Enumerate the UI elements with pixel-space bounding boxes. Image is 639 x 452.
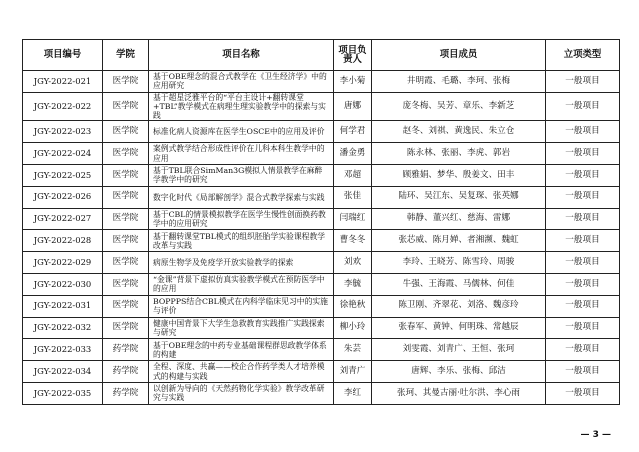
- cell-leader: 何学君: [334, 121, 372, 143]
- table-row: [23, 361, 620, 383]
- cell-college: 医学院: [103, 252, 149, 274]
- table-row: [23, 143, 620, 165]
- cell-members: 赵冬、刘祺、黄逸民、朱立仓: [372, 121, 546, 143]
- cell-leader: 柳小玲: [334, 317, 372, 339]
- table-row: [23, 92, 620, 121]
- cell-type: 一般项目: [546, 71, 620, 93]
- table-row: [23, 71, 620, 93]
- header-leader: 项目负责人: [334, 40, 372, 71]
- cell-college: 医学院: [103, 186, 149, 208]
- cell-college: 医学院: [103, 92, 149, 121]
- cell-college: 医学院: [103, 295, 149, 317]
- cell-name: 基于超星泛雅平台的“平台主设计+翻转课堂+TBL”教学模式在病理生理实验教学中的探索与实践: [149, 92, 334, 121]
- table-header-row: [23, 40, 620, 71]
- cell-code: JGY-2022-031: [23, 295, 103, 317]
- cell-type: 一般项目: [546, 165, 620, 187]
- table-row: [23, 295, 620, 317]
- cell-name: 病原生物学及免疫学开放实验教学的探索: [149, 252, 334, 274]
- cell-name: 基于OBE理念的混合式教学在《卫生经济学》中的应用研究: [149, 71, 334, 93]
- table-row: [23, 317, 620, 339]
- table-row: [23, 121, 620, 143]
- cell-name: 基于OBE理念的中药专业基础课程群思政教学体系的构建: [149, 339, 334, 361]
- cell-leader: 邓超: [334, 165, 372, 187]
- cell-code: JGY-2022-032: [23, 317, 103, 339]
- cell-code: JGY-2022-035: [23, 382, 103, 404]
- cell-type: 一般项目: [546, 92, 620, 121]
- cell-college: 医学院: [103, 121, 149, 143]
- cell-leader: 曹冬冬: [334, 230, 372, 252]
- cell-leader: 闫瑞红: [334, 208, 372, 230]
- cell-members: 唐辉、李乐、张梅、邱洁: [372, 361, 546, 383]
- cell-college: 医学院: [103, 230, 149, 252]
- cell-type: 一般项目: [546, 339, 620, 361]
- cell-code: JGY-2022-024: [23, 143, 103, 165]
- cell-members: 张芯威、陈月婵、者湘濒、魏虹: [372, 230, 546, 252]
- cell-name: 基于翻转课堂TBL模式的组织胚胎学实验课程教学改革与实践: [149, 230, 334, 252]
- cell-name: “金课”背景下虚拟仿真实验教学模式在预防医学中的应用: [149, 273, 334, 295]
- document-page: [22, 39, 619, 405]
- cell-leader: 李小菊: [334, 71, 372, 93]
- header-type: 立项类型: [546, 40, 620, 71]
- cell-leader: 潘金勇: [334, 143, 372, 165]
- cell-leader: 刘青广: [334, 361, 372, 383]
- table-row: [23, 252, 620, 274]
- cell-college: 医学院: [103, 71, 149, 93]
- cell-college: 医学院: [103, 273, 149, 295]
- cell-code: JGY-2022-030: [23, 273, 103, 295]
- table-row: [23, 382, 620, 404]
- cell-members: 张珂、其曼古丽·吐尔洪、李心雨: [372, 382, 546, 404]
- cell-members: 顾雅娟、梦华、殷姜文、田丰: [372, 165, 546, 187]
- table-row: [23, 165, 620, 187]
- cell-leader: 刘欢: [334, 252, 372, 274]
- project-table: [22, 39, 620, 405]
- cell-name: 案例式教学结合形成性评价在儿科本科生教学中的应用: [149, 143, 334, 165]
- cell-college: 医学院: [103, 143, 149, 165]
- cell-code: JGY-2022-026: [23, 186, 103, 208]
- table-row: [23, 230, 620, 252]
- cell-type: 一般项目: [546, 252, 620, 274]
- table-body: [23, 71, 620, 405]
- cell-name: 标准化病人资源库在医学生OSCE中的应用及评价: [149, 121, 334, 143]
- cell-name: BOPPPS结合CBL模式在内科学临床见习中的实施与评价: [149, 295, 334, 317]
- table-row: [23, 273, 620, 295]
- table-row: [23, 339, 620, 361]
- cell-type: 一般项目: [546, 143, 620, 165]
- cell-members: 刘雯霞、刘青广、王恒、张珂: [372, 339, 546, 361]
- cell-name: 以创新为导向的《天然药物化学实验》教学改革研究与实践: [149, 382, 334, 404]
- cell-code: JGY-2022-025: [23, 165, 103, 187]
- cell-name: 数字化时代《局部解剖学》混合式教学探索与实践: [149, 186, 334, 208]
- cell-leader: 徐艳秋: [334, 295, 372, 317]
- header-name: 项目名称: [149, 40, 334, 71]
- cell-name: 基于TBL联合SimMan3G模拟人情景教学在麻醉学教学中的研究: [149, 165, 334, 187]
- cell-members: 牛强、王海霞、马儒林、何佳: [372, 273, 546, 295]
- cell-type: 一般项目: [546, 208, 620, 230]
- cell-type: 一般项目: [546, 382, 620, 404]
- table-row: [23, 186, 620, 208]
- cell-leader: 李红: [334, 382, 372, 404]
- cell-name: 全程、深度、共赢——校企合作药学类人才培养模式的构建与实践: [149, 361, 334, 383]
- cell-code: JGY-2022-033: [23, 339, 103, 361]
- cell-code: JGY-2022-022: [23, 92, 103, 121]
- header-college: 学院: [103, 40, 149, 71]
- cell-leader: 唐娜: [334, 92, 372, 121]
- cell-college: 医学院: [103, 317, 149, 339]
- table-row: [23, 208, 620, 230]
- cell-code: JGY-2022-023: [23, 121, 103, 143]
- cell-members: 陈卫刚、齐翠花、刘洛、魏彦玲: [372, 295, 546, 317]
- header-members: 项目成员: [372, 40, 546, 71]
- cell-members: 井明霞、毛璐、李珂、张梅: [372, 71, 546, 93]
- cell-type: 一般项目: [546, 295, 620, 317]
- cell-name: 健康中国背景下大学生急救教育实践推广实践探索与研究: [149, 317, 334, 339]
- cell-type: 一般项目: [546, 186, 620, 208]
- cell-college: 药学院: [103, 382, 149, 404]
- cell-code: JGY-2022-028: [23, 230, 103, 252]
- cell-name: 基于CBL的情景模拟教学在医学生慢性创面换药教学中的应用研究: [149, 208, 334, 230]
- page-number: — 3 —: [580, 430, 611, 440]
- cell-leader: 张佳: [334, 186, 372, 208]
- cell-type: 一般项目: [546, 361, 620, 383]
- cell-college: 药学院: [103, 339, 149, 361]
- cell-type: 一般项目: [546, 273, 620, 295]
- cell-leader: 朱芸: [334, 339, 372, 361]
- cell-type: 一般项目: [546, 230, 620, 252]
- cell-members: 张春军、黄钟、何明珠、常越辰: [372, 317, 546, 339]
- cell-members: 庞冬梅、吴芳、章乐、李新芝: [372, 92, 546, 121]
- cell-leader: 李毓: [334, 273, 372, 295]
- cell-members: 韩静、董兴红、慈海、雷娜: [372, 208, 546, 230]
- cell-members: 陈永林、张丽、李虎、郭岩: [372, 143, 546, 165]
- cell-code: JGY-2022-029: [23, 252, 103, 274]
- cell-college: 药学院: [103, 361, 149, 383]
- cell-members: 李玲、王晓芳、陈雪玲、周骏: [372, 252, 546, 274]
- cell-college: 医学院: [103, 165, 149, 187]
- header-code: 项目编号: [23, 40, 103, 71]
- cell-code: JGY-2022-021: [23, 71, 103, 93]
- cell-college: 医学院: [103, 208, 149, 230]
- cell-members: 陆环、吴江东、吴复琛、张英娜: [372, 186, 546, 208]
- cell-type: 一般项目: [546, 121, 620, 143]
- cell-code: JGY-2022-034: [23, 361, 103, 383]
- cell-type: 一般项目: [546, 317, 620, 339]
- cell-code: JGY-2022-027: [23, 208, 103, 230]
